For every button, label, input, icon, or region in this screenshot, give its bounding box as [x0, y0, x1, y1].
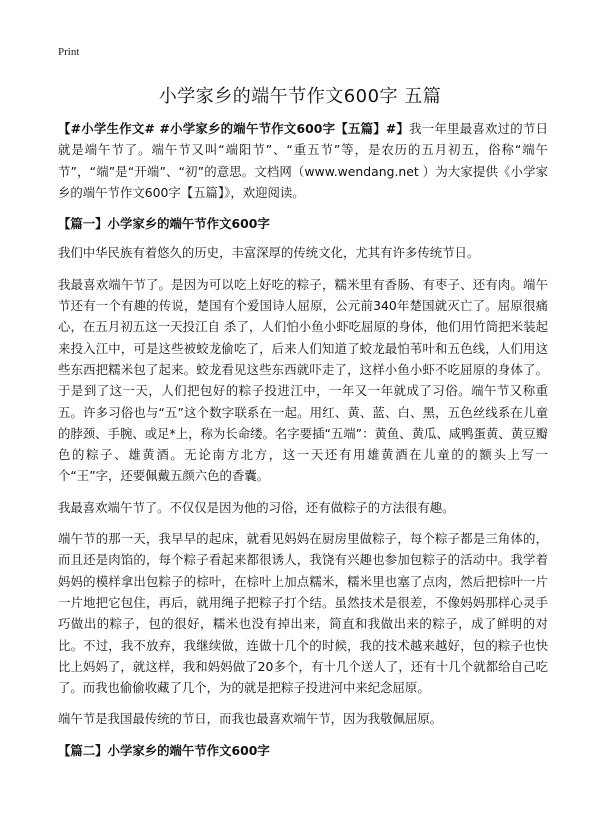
section-heading-2: 【篇二】小学家乡的端午节作文600字	[58, 742, 270, 758]
section-1-paragraph-4: 端午节的那一天，我早早的起床，就看见妈妈在厨房里做粽子，每个粽子都是三角体的，而且还是肉馅的，每个粽子看起来都很诱人，我饶有兴趣也参加包粽子的活动中。我学着妈妈的模样拿出包粽子的棕叶，在棕叶上加点糯米，糯米里也塞了点肉，然后把棕叶一片一片地把它包住，再后，就用绳子把粽子打个结。虽然技术是很差，不像妈妈那样心灵手巧做出的粽子，包的很好，糯米也没有掉出来，简直和我做出来的粽子，成了鲜明的对比。不过，我不放弃，我继续做，连做十几个的时候，我的技术越来越好，包的粽子也快比上妈妈了，就这样，我和妈妈做了20多个，有十几个送人了，还有十几个就都给自己吃了。而我也偷偷收藏了几个，为的就是把粽子投进河中来纪念屈原。	[58, 531, 548, 696]
article-body	[58, 118, 548, 769]
intro-text: 我一年里最喜欢过的节日就是端午节了。端午节又叫“端阳节”、“重五节”等，是农历的五月初五，俗称“端午节”，“端”是“开端”、“初”的意思。文档网（www.wendang.net ）为大家提供《小学家乡的端午节作文600字【五篇】》，欢迎阅读。	[58, 121, 548, 200]
print-label: Print	[58, 46, 80, 58]
intro-paragraph	[58, 118, 548, 203]
section-1-paragraph-1: 我们中华民族有着悠久的历史，丰富深厚的传统文化，尤其有许多传统节日。	[58, 245, 480, 261]
section-1-paragraph-3: 我最喜欢端午节了。不仅仅是因为他的习俗，还有做粽子的方法很有趣。	[58, 499, 455, 515]
page-title: 小学家乡的端午节作文600字 五篇	[158, 86, 442, 107]
section-1-paragraph-5: 端午节是我国最传统的节日，而我也最喜欢端午节，因为我敬佩屈原。	[58, 711, 443, 727]
section-heading-1: 【篇一】小学家乡的端午节作文600字	[58, 216, 270, 232]
section-1-paragraph-2: 我最喜欢端午节了。是因为可以吃上好吃的粽子，糯米里有香肠、有枣子、还有肉。端午节还有一个有趣的传说，楚国有个爱国诗人屈原，公元前340年楚国就灭亡了。屈原很痛心，在五月初五这一天投江自 杀了，人们怕小鱼小虾吃屈原的身体，他们用竹筒把米装起来投入江中，可是这些被蛟龙偷吃了，后来人们知道了蛟龙最怕苇叶和五色线，人们用这些东西把糯米包了起来。蛟龙看见这些东西就吓走了，这样小鱼小虾不吃屈原的身体了。于是到了这一天，人们把包好的粽子投进江中，一年又一年就成了习俗。端午节又称重五。许多习俗也与“五”这个数字联系在一起。用红、黄、蓝、白、黑，五色丝线系在儿童的脖颈、手腕、或足*上，称为长命缕。名字要插“五端”：黄鱼、黄瓜、咸鸭蛋黄、黄豆瓣色的粽子、雄黄酒。无论南方北方，这一天还有用雄黄酒在儿童的的额头上写一个“王”字，还要佩戴五颜六色的香囊。	[58, 276, 548, 484]
intro-tag: 【#小学生作文# #小学家乡的端午节作文600字【五篇】#】	[58, 121, 410, 136]
